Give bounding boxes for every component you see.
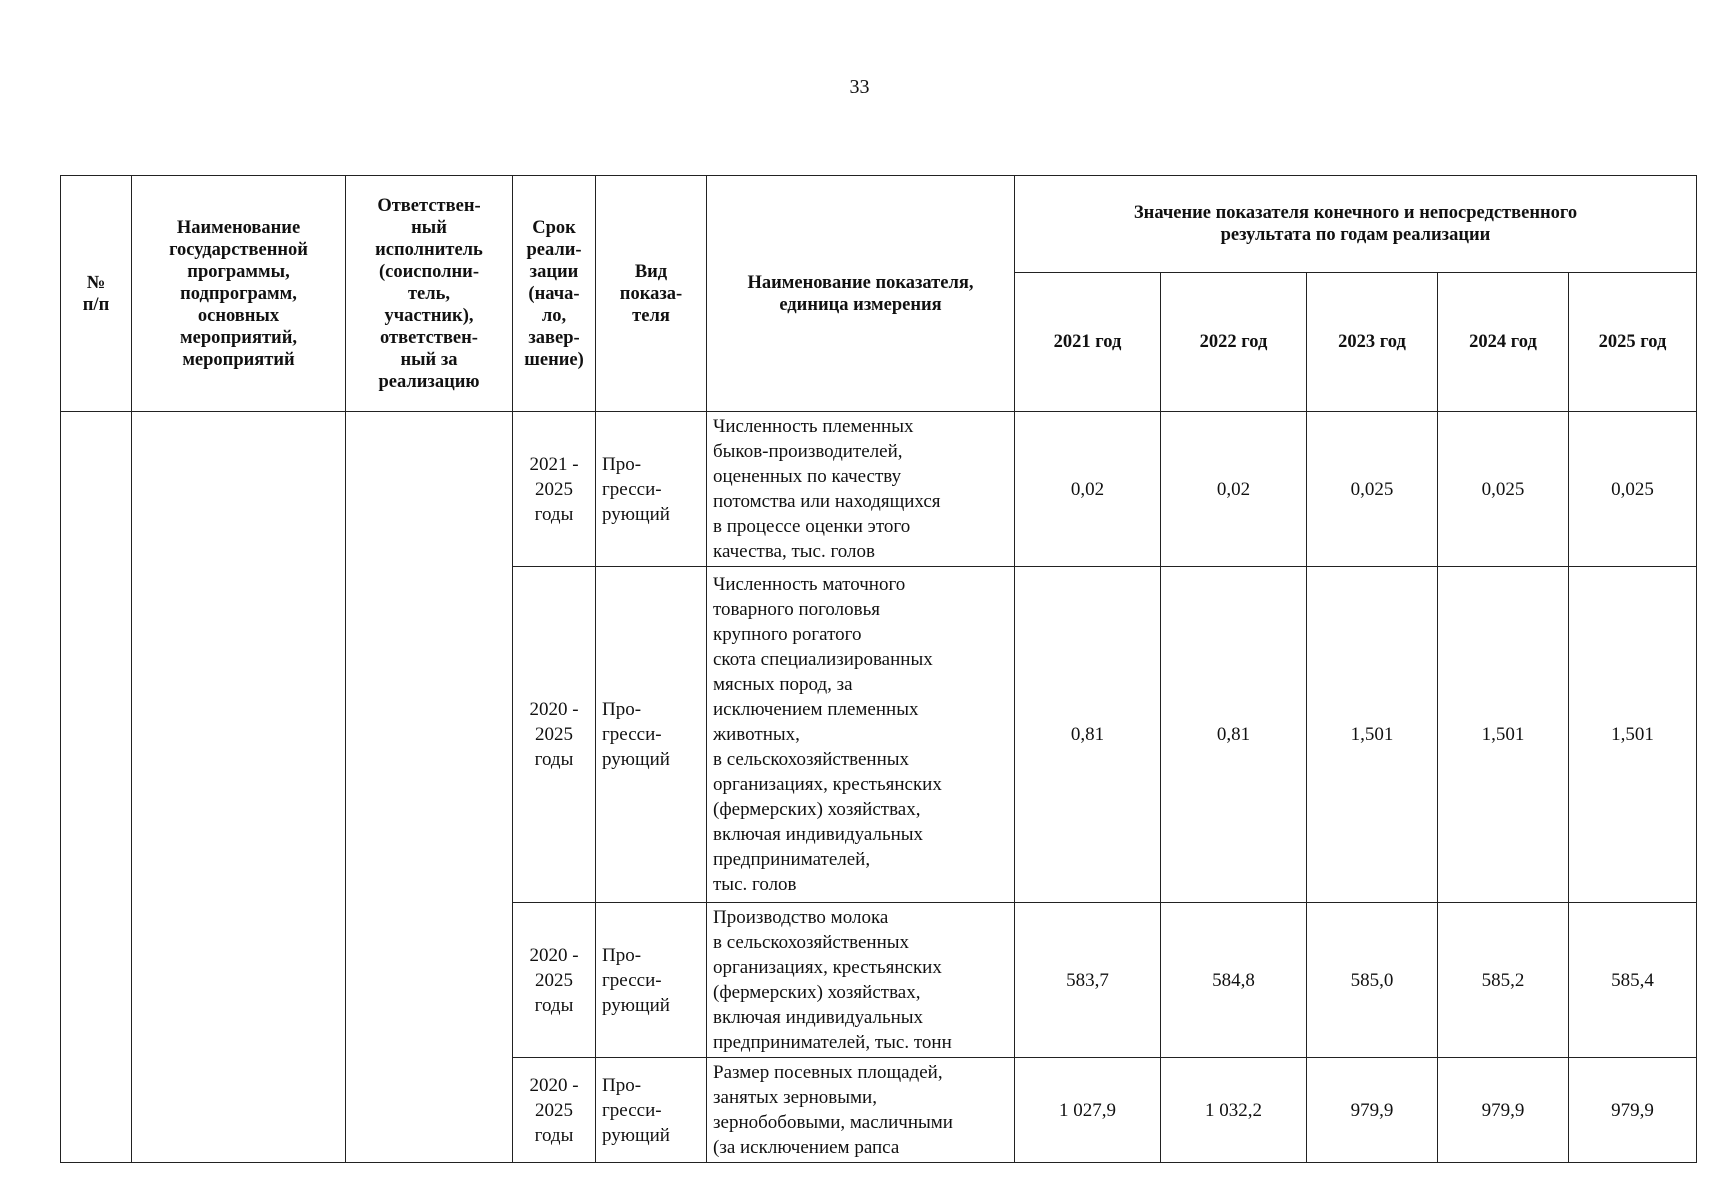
page-number: 33 xyxy=(849,76,870,98)
executor-cell xyxy=(346,412,513,1163)
header-year-2025: 2025 год xyxy=(1569,273,1697,412)
value-2023: 0,025 xyxy=(1307,412,1438,567)
value-2024: 585,2 xyxy=(1438,903,1569,1058)
header-year-2023: 2023 год xyxy=(1307,273,1438,412)
value-2023: 979,9 xyxy=(1307,1058,1438,1163)
header-year-2024: 2024 год xyxy=(1438,273,1569,412)
value-2024: 0,025 xyxy=(1438,412,1569,567)
type-cell: Про- гресси- рующий xyxy=(596,412,707,567)
value-2022: 584,8 xyxy=(1161,903,1307,1058)
type-cell: Про- гресси- рующий xyxy=(596,1058,707,1163)
value-2021: 0,02 xyxy=(1015,412,1161,567)
value-2025: 585,4 xyxy=(1569,903,1697,1058)
value-2022: 0,81 xyxy=(1161,567,1307,903)
value-2023: 1,501 xyxy=(1307,567,1438,903)
value-2025: 979,9 xyxy=(1569,1058,1697,1163)
indicator-cell: Численность племенных быков-производителей, оцененных по качеству потомства или находящихся в процессе оценки этого качества, тыс. голов xyxy=(707,412,1015,567)
table-row xyxy=(61,412,1697,567)
value-2025: 1,501 xyxy=(1569,567,1697,903)
table-header xyxy=(61,176,1697,412)
period-cell: 2020 - 2025 годы xyxy=(513,903,596,1058)
header-program: Наименование государственной программы, подпрограмм, основных мероприятий, мероприятий xyxy=(132,176,346,412)
period-cell: 2021 - 2025 годы xyxy=(513,412,596,567)
table-body xyxy=(61,412,1697,1163)
value-2025: 0,025 xyxy=(1569,412,1697,567)
value-2022: 0,02 xyxy=(1161,412,1307,567)
number-cell xyxy=(61,412,132,1163)
type-cell: Про- гресси- рующий xyxy=(596,567,707,903)
value-2023: 585,0 xyxy=(1307,903,1438,1058)
header-values-group: Значение показателя конечного и непосредственного результата по годам реализации xyxy=(1015,176,1697,273)
type-cell: Про- гресси- рующий xyxy=(596,903,707,1058)
header-number: № п/п xyxy=(61,176,132,412)
value-2024: 1,501 xyxy=(1438,567,1569,903)
value-2024: 979,9 xyxy=(1438,1058,1569,1163)
indicator-cell: Производство молока в сельскохозяйственных организациях, крестьянских (фермерских) хозяйствах, включая индивидуальных предпринимателей, тыс. тонн xyxy=(707,903,1015,1058)
header-executor: Ответствен- ный исполнитель (соисполни- тель, участник), ответствен- ный за реализацию xyxy=(346,176,513,412)
indicators-table xyxy=(60,175,1697,1163)
value-2021: 583,7 xyxy=(1015,903,1161,1058)
header-year-2022: 2022 год xyxy=(1161,273,1307,412)
period-cell: 2020 - 2025 годы xyxy=(513,1058,596,1163)
indicator-cell: Размер посевных площадей, занятых зерновыми, зернобобовыми, масличными (за исключением рапса xyxy=(707,1058,1015,1163)
value-2022: 1 032,2 xyxy=(1161,1058,1307,1163)
value-2021: 0,81 xyxy=(1015,567,1161,903)
header-indicator: Наименование показателя, единица измерения xyxy=(707,176,1015,412)
program-cell xyxy=(132,412,346,1163)
header-year-2021: 2021 год xyxy=(1015,273,1161,412)
period-cell: 2020 - 2025 годы xyxy=(513,567,596,903)
header-type: Вид показа- теля xyxy=(596,176,707,412)
indicator-cell: Численность маточного товарного поголовья крупного рогатого скота специализированных мясных пород, за исключением племенных животных, в сельскохозяйственных организациях, крестьянских (фермерских) хозяйствах, включая индивидуальных предпринимателей, тыс. голов xyxy=(707,567,1015,903)
value-2021: 1 027,9 xyxy=(1015,1058,1161,1163)
header-period: Срок реали- зации (нача- ло, завер- шение) xyxy=(513,176,596,412)
